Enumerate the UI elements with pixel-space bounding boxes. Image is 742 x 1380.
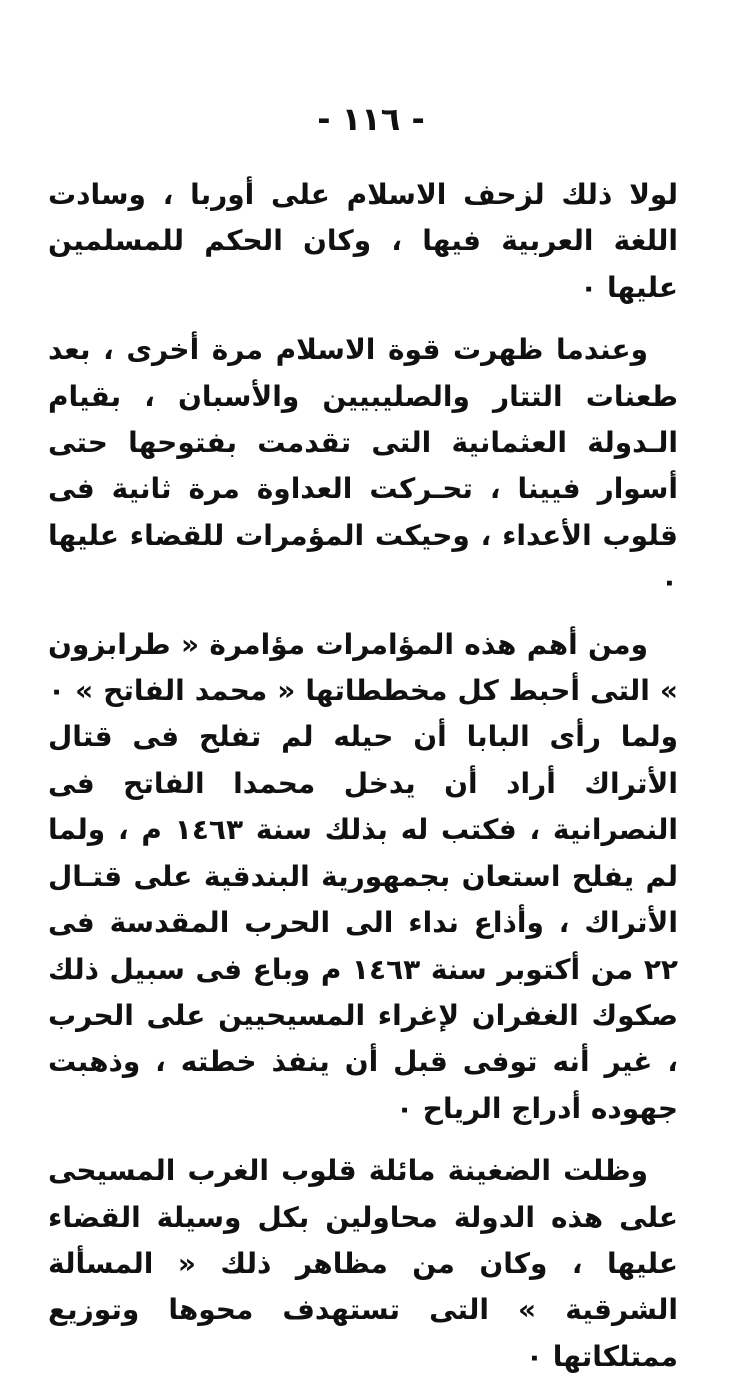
paragraph-3: ومن أهم هذه المؤامرات مؤامرة « طرابزون » التى أحبط كل مخططاتها « محمد الفاتح » ٠ ولما رأى البابا أن حيله لم تفلح فى قتال الأتراك أراد أن يدخل محمدا الفاتح فى النصرانية ، فكتب له بذلك سنة ١٤٦٣ م ، ولما لم يفلح استعان بجمهورية البندقية على قتـال الأتراك ، وأذاع نداء الى الحرب المقدسة فى ٢٢ من أكتوبر سنة ١٤٦٣ م وباع فى سبيل ذلك صكوك الغفران لإغراء المسيحيين على الحرب ، غير أنه توفى قبل أن ينفذ خطته ، وذهبت جهوده أدراج الرياح ٠ (48, 627, 678, 1125)
page-number: - ١١٦ - (317, 100, 425, 138)
paragraph-4: وظلت الضغينة مائلة قلوب الغرب المسيحى على هذه الدولة محاولين بكل وسيلة القضاء عليها ، وكان من مظاهر ذلك « المسألة الشرقية » التى تستهدف محوها وتوزيع ممتلكاتها ٠ (48, 1154, 678, 1373)
body-text (48, 172, 678, 1380)
paragraph-2: وعندما ظهرت قوة الاسلام مرة أخرى ، بعد طعنات التتار والصليبيين والأسبان ، بقيام الـدولة العثمانية التى تقدمت بفتوحها حتى أسوار فيينا ، تحـركت العداوة مرة ثانية فى قلوب الأعداء ، وحيكت المؤمرات للقضاء عليها ٠ (48, 333, 678, 599)
paragraph-1: لولا ذلك لزحف الاسلام على أوربا ، وسادت اللغة العربية فيها ، وكان الحكم للمسلمين عليها ٠ (48, 178, 678, 304)
